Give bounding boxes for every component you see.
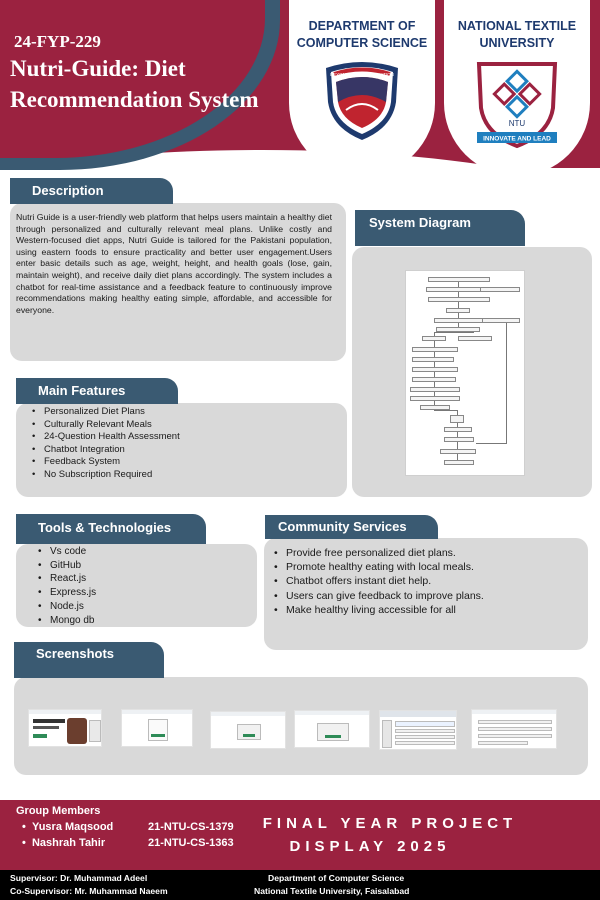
department-name: DEPARTMENT OF COMPUTER SCIENCE [296,19,428,50]
screenshot-feedback [471,709,557,749]
project-code: 24-FYP-229 [14,32,101,51]
features-list [30,406,180,482]
university-name: NATIONAL TEXTILE UNIVERSITY [457,19,577,50]
flow-connector [434,362,435,367]
cs-logo-motto: BEYOND YOUR IMAGINATION [330,72,394,77]
flow-connector [434,382,435,387]
thumb-subheading [33,726,59,729]
flow-connector [434,332,474,333]
thumb-row [478,741,528,745]
list-item: • Chatbot Integration [30,444,180,457]
thumb-form [237,724,261,740]
flow-connector [458,313,459,318]
flow-connector [458,292,459,297]
member-name: • Nashrah Tahir [22,837,106,849]
flow-connector [457,410,458,415]
list-item: • Chatbot offers instant diet help. [272,574,484,588]
flow-node [412,347,458,352]
list-item: • 24-Question Health Assessment [30,431,180,444]
list-item: • React.js [36,572,96,586]
flow-node [412,357,454,362]
list-item: • Vs code [36,545,96,559]
list-item: • Promote healthy eating with local meals. [272,560,484,574]
ntu-logo-text: NTU [508,119,526,128]
thumb-table-row [395,735,455,739]
footer-department: Department of Computer Science [268,873,405,883]
thumb-nav [122,710,192,714]
screenshot-diet-plan [379,710,457,750]
list-item: • No Subscription Required [30,469,180,482]
screenshot-register [210,711,286,749]
tools-list [36,545,96,627]
thumb-nav [211,712,285,716]
flow-connector [434,401,435,405]
thumb-nav [380,711,456,717]
display-title-line1: FINAL YEAR PROJECT [262,815,518,832]
tools-heading: Tools & Technologies [16,514,206,544]
thumb-form [148,719,168,741]
thumb-nav [295,711,369,715]
community-list [272,546,484,617]
flow-node [444,427,472,432]
flow-node [444,460,474,465]
list-item: • Users can give feedback to improve plans. [272,589,484,603]
ntu-shield-logo [469,56,565,152]
flow-connector [458,282,459,287]
flow-connector [434,410,458,411]
list-item: • Provide free personalized diet plans. [272,546,484,560]
thumb-row [478,727,552,731]
flow-connector [458,302,459,308]
flow-connector [506,323,507,443]
screenshot-assessment [294,710,370,748]
thumb-nav [29,710,101,714]
flow-connector [434,352,435,357]
member-name: • Yusra Maqsood [22,821,114,833]
flow-connector [457,432,458,437]
thumb-row [478,734,552,738]
flow-connector [458,323,459,327]
thumb-button [151,734,165,737]
flow-connector [457,423,458,427]
flow-node [428,277,490,282]
cs-shield-logo [320,58,404,142]
thumb-card [89,720,101,742]
project-title: Nutri-Guide: Diet Recommendation System [10,56,259,112]
flow-node [482,318,520,323]
flow-connector [434,372,435,377]
thumb-image [67,718,87,744]
list-item: • GitHub [36,559,96,573]
flow-decision [450,415,464,423]
thumb-button [243,734,255,737]
member-id: 21-NTU-CS-1379 [148,821,234,833]
footer-university: National Textile University, Faisalabad [254,886,410,896]
flow-node [440,449,476,454]
ntu-logo-ribbon: INNOVATE AND LEAD [483,135,551,143]
group-members-heading: Group Members [16,805,101,817]
screenshot-login [121,709,193,747]
thumb-table-row [395,729,455,733]
flow-connector [457,442,458,449]
flow-node [458,336,492,341]
flow-node [444,437,474,442]
description-heading: Description [10,178,173,204]
list-item: • Feedback System [30,456,180,469]
community-heading: Community Services [265,515,438,539]
system-diagram-heading: System Diagram [355,210,525,246]
thumb-nav [472,710,556,714]
flow-node [410,387,460,392]
list-item: • Express.js [36,586,96,600]
thumb-heading [33,719,65,723]
thumb-row [478,720,552,724]
thumb-sidebar [382,720,392,748]
flow-node [434,318,484,323]
flow-connector [457,454,458,460]
list-item: • Culturally Relevant Meals [30,419,180,432]
member-id: 21-NTU-CS-1363 [148,837,234,849]
system-flowchart [405,270,525,476]
thumb-table-row [395,741,455,745]
list-item: • Personalized Diet Plans [30,406,180,419]
thumb-cta [33,734,47,738]
screenshot-landing [28,709,102,747]
description-text: Nutri Guide is a user-friendly web platform that helps users maintain a healthy diet through personalized and culturally relevant meal plans. Unlike costly and Western-focused diet apps, Nutri Guide is tailored for the Pakistani population, using eastern foods to ensure practicality and better user engagement.Users enter basic details such as age, weight, height, and health goals (lose, gain, maintain weight), and receive daily diet plans accordingly. The system includes a chatbot for real-time assistance and a feedback feature to continuously improve recommendations making healthy eating simple, affordable, and accessible for everyone. [16,212,332,315]
co-supervisor: Co-Supervisor: Mr. Muhammad Naeem [10,886,168,896]
list-item: • Make healthy living accessible for all [272,603,484,617]
university-badge [444,0,590,176]
list-item: • Node.js [36,600,96,614]
thumb-table-header [395,721,455,727]
supervisor: Supervisor: Dr. Muhammad Adeel [10,873,148,883]
flow-node [412,367,458,372]
thumb-button [325,735,341,738]
screenshots-heading: Screenshots [14,642,164,678]
thumb-question [317,723,349,741]
flow-connector [434,341,435,347]
flow-node [428,297,490,302]
display-title-line2: DISPLAY 2025 [289,838,451,855]
flow-node [480,287,520,292]
flow-connector [476,443,507,444]
flow-node [410,396,460,401]
department-badge [289,0,435,176]
list-item: • Mongo db [36,614,96,628]
features-heading: Main Features [16,378,178,404]
flow-connector [434,392,435,396]
